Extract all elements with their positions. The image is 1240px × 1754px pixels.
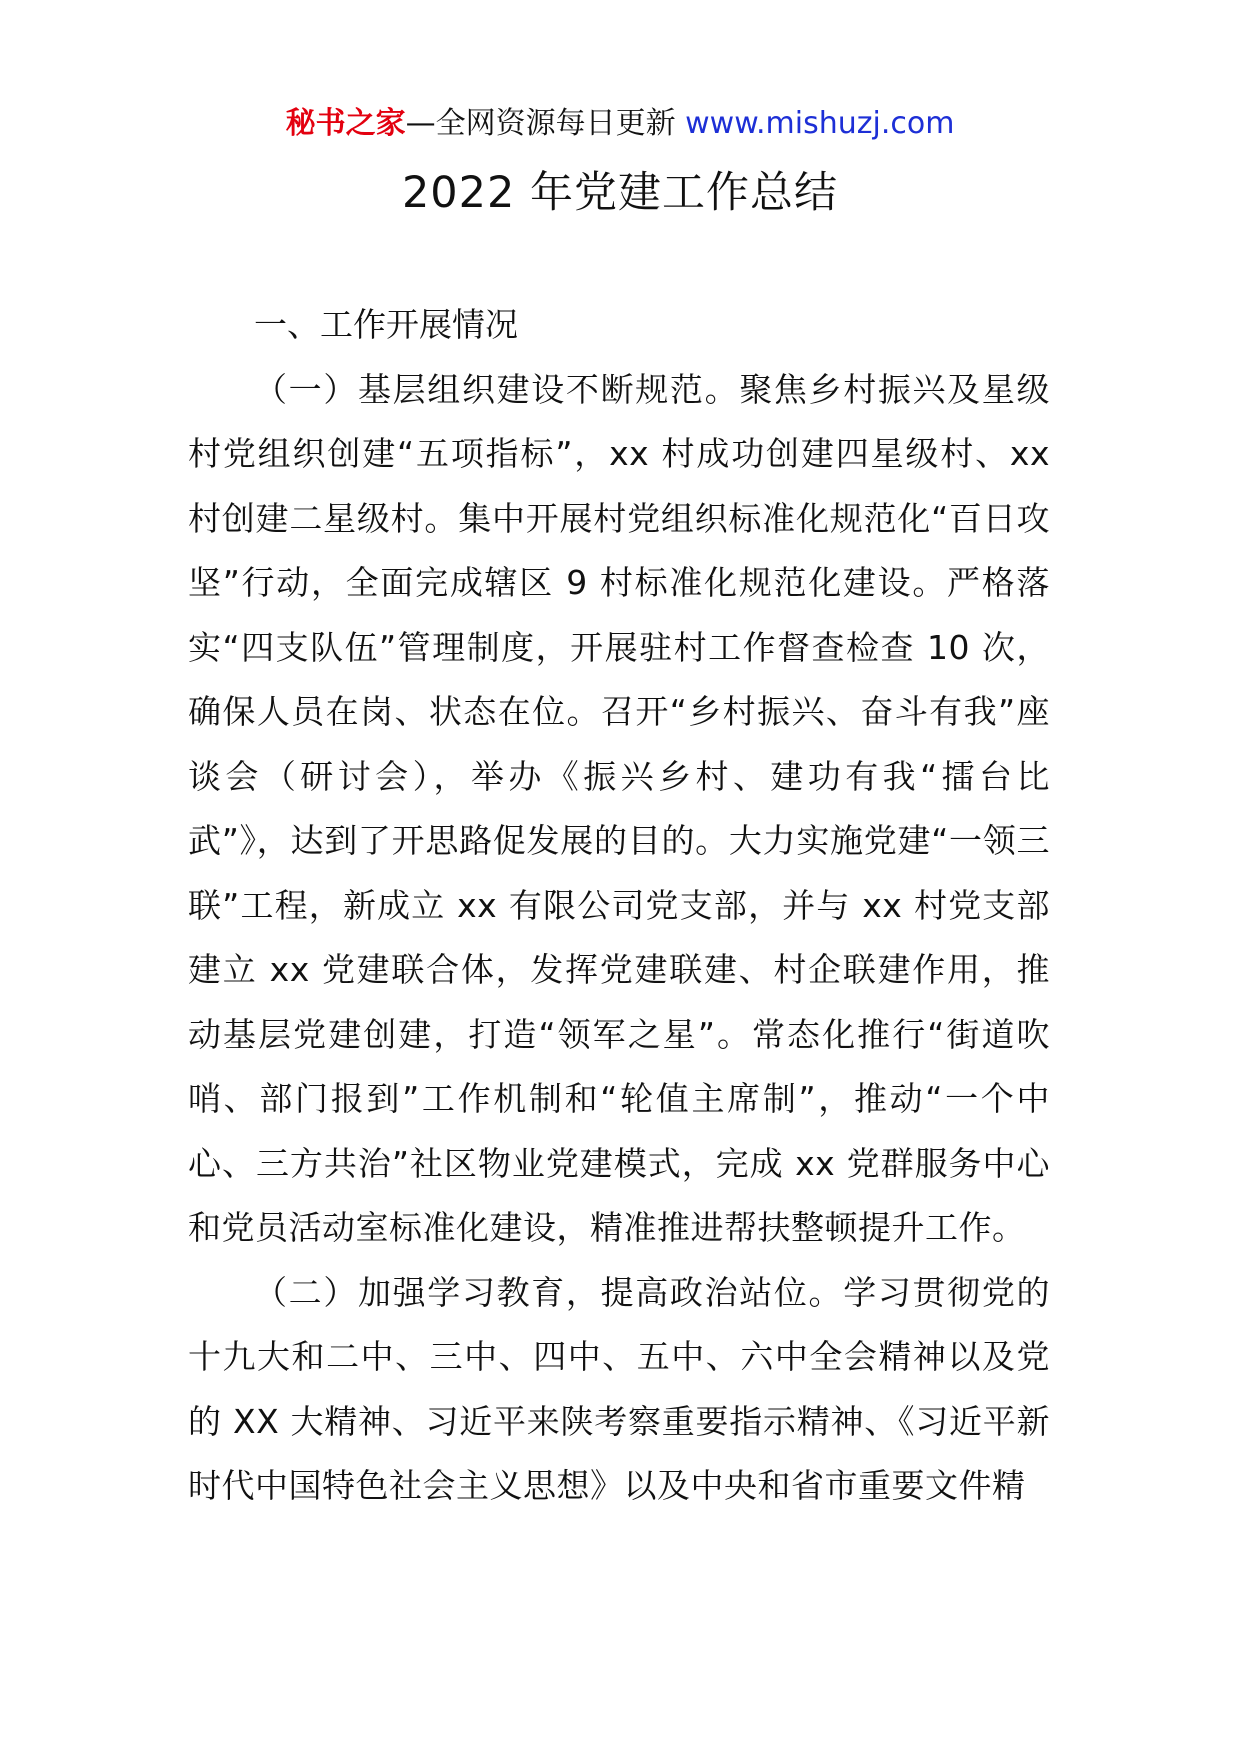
site-header: [0, 104, 1240, 144]
document-title: 2022 年党建工作总结: [401, 168, 839, 218]
brand-name: 秘书之家: [285, 106, 406, 141]
site-url-link[interactable]: www.mishuzj.com: [685, 106, 955, 141]
header-tagline: —全网资源每日更新: [405, 106, 676, 141]
paragraph-grassroots-organization: （一）基层组织建设不断规范。聚焦乡村振兴及星级村党组织创建“五项指标”，xx 村成功创建四星级村、xx 村创建二星级村。集中开展村党组织标准化规范化“百日攻坚”行动，全面完成辖区 9 村标准化规范化建设。严格落实“四支队伍”管理制度，开展驻村工作督查检查 10 次，确保人员在岗、状态在位。召开“乡村振兴、奋斗有我”座谈会（研讨会），举办《振兴乡村、建功有我“擂台比武”》，达到了开思路促发展的目的。大力实施党建“一领三联”工程，新成立 xx 有限公司党支部，并与 xx 村党支部建立 xx 党建联合体，发挥党建联建、村企联建作用，推动基层党建创建，打造“领军之星”。常态化推行“街道吹哨、部门报到”工作机制和“轮值主席制”，推动“一个中心、三方共治”社区物业党建模式，完成 xx 党群服务中心和党员活动室标准化建设，精准推进帮扶整顿提升工作。: [188, 369, 1050, 1247]
paragraph-study-education: （二）加强学习教育，提高政治站位。学习贯彻党的十九大和二中、三中、四中、五中、六中全会精神以及党的 XX 大精神、习近平来陕考察重要指示精神、《习近平新时代中国特色社会主义思想》以及中央和省市重要文件精: [188, 1272, 1050, 1505]
section-heading: 一、工作开展情况: [254, 305, 518, 344]
document-body: [188, 293, 1050, 1519]
